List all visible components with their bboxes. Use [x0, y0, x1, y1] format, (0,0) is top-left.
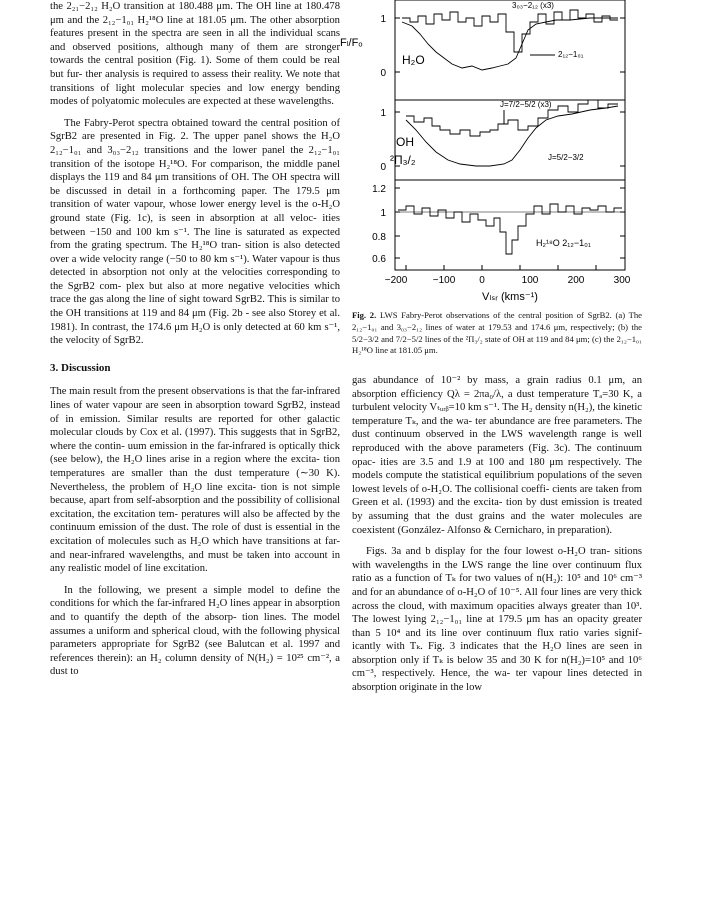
left-p4-line: the conditions for which the far-infrared H₂O lines appear: [50, 584, 340, 610]
left-p2-line: detected at 60 km s⁻¹, the velocity of SgrB2.: [50, 321, 340, 347]
left-p3-line: reported for other galactic molecular clouds by Cox et: [50, 413, 340, 439]
left-p1-line: ther analysis is required to assess their reality. We note: [85, 68, 325, 80]
left-p2-line: shows the H₂O 2₁₂−1₀₁ and 3₀₃−2₁₂ transitions and the: [50, 131, 340, 156]
right-p1-line: absorption efficiency Qλ = 2πa₀/λ, a dust temperature: [352, 388, 593, 400]
x-tick-300: 300: [613, 275, 631, 286]
x-tick-minus-100: −100: [432, 275, 456, 286]
x-tick-200: 200: [567, 275, 585, 286]
right-p1-line: models compute the statistical equilibrium populations of: [352, 470, 602, 482]
left-p3-line: below), the H₂O lines arise in a region where the excita-: [70, 454, 324, 466]
left-p3-line: the possibility of collisional excitation, the excitation tem-: [50, 495, 340, 520]
left-p1-line: position (Fig. 1). Some of them could be real but fur-: [50, 55, 340, 80]
right-p1-line: with the above parameters (Fig. 3c). The continuum opac-: [352, 442, 643, 468]
left-p1-line: bending modes of polyatomic molecules are expected at: [50, 82, 340, 108]
panel-c-tick-0-6: 0.6: [372, 254, 386, 265]
panel-a-curve: [402, 18, 618, 70]
right-p1-line: ter abundance are free parameters. The dust continuum: [352, 415, 642, 441]
left-p2-line: sition is also detected over a wide velocity range (−50 to: [50, 240, 341, 265]
panel-b-tick-0: 0: [380, 162, 386, 173]
right-p1-line: grains and the water molecules are coexistent (González-: [352, 510, 642, 536]
right-p2-line: of 10⁻⁵. All four lines are very thick across the cloud, with: [352, 586, 642, 612]
right-p1-line: density n(H₂), the kinetic temperature Tₖ, and the wa-: [352, 402, 642, 427]
left-p2-line: ities between −150 and 100 km s⁻¹. The line is saturated: [50, 212, 340, 238]
left-p3-line: toward SgrB2, instead of in emission. Similar results are: [50, 400, 341, 425]
left-p2-line: 80 km s⁻¹). Water vapour is thus detected in absorption: [50, 253, 340, 279]
left-p2-line: of water vapour, whose lower energy level is the o-H₂O: [93, 199, 340, 211]
left-p2-line: transitions of OH. The OH spectra will be discussed in: [50, 172, 340, 197]
panel-c-tick-1-2: 1.2: [372, 184, 386, 195]
panel-a-label-2: 2₁₂−1₀₁: [558, 50, 584, 59]
left-p3-line: far-infrared lines of water vapour are seen in absorption: [50, 386, 340, 412]
left-p4-line: an H₂ column density of N(H₂) = 10²⁵ cm⁻², a dust to: [50, 652, 340, 678]
left-p3-line: and near-infrared wavelengths, and must be taken into: [50, 549, 295, 561]
left-p2-line: The Fabry-Perot spectra obtained toward the central: [64, 117, 294, 129]
x-tick-0: 0: [479, 275, 485, 286]
left-p1-line: seen in all the individual scans and observed positions,: [50, 28, 340, 53]
right-p1-line: ities are 3.5 and 1.9 at 100 and 180 μm respectively. The: [380, 456, 642, 468]
left-p1-line: The other absorption features present in the spectra are: [50, 14, 340, 40]
left-paragraph-2: [50, 117, 340, 348]
left-p3-line: uum emission in the far-infrared is optically thick (see: [50, 440, 340, 466]
section-heading: 3. Discussion: [50, 361, 111, 374]
right-p2-line: icantly with Tₖ. Fig. 3 indicates that the H₂O lines are: [352, 641, 610, 653]
left-p2-line: position of SgrB2 are presented in Fig. 2. The upper panel: [50, 117, 341, 143]
left-paragraph-3: [50, 385, 340, 575]
caption-text: LWS Fabry-Perot observations of the central position of SgrB2. (a) The 2₁₂−1₀₁ and 3₀₃−2₁₂ lines of water at 179.53 and 174.6 μm, respectively; (b) the 5/2−3/2 and 7/2−5/2 lines of the ²Π₃/₂ state of OH at 119 and 84 μm; (c) the 2₁₂−1₀₁ H₂¹⁸O line at 181.05 μm.: [352, 310, 642, 356]
left-p4-line: cloud, with the following physical parameters appropriate: [50, 625, 340, 651]
right-p2-line: ter vapour lines detected in absorption originate in the low: [352, 668, 642, 694]
left-p1-line: these wavelengths.: [253, 96, 334, 108]
right-p2-line: continuum flux ratio as a function of Tₖ for two values of: [352, 559, 643, 585]
right-p1-line: cients are taken from Green et al. (1993) and the excita-: [352, 483, 642, 509]
left-p3-line: peratures will also be affected by the continuum emission: [50, 508, 340, 534]
x-tick-minus-200: −200: [384, 275, 408, 286]
panel-b-label-1: J=7/2−5/2 (x3): [500, 100, 552, 109]
left-p3-line: al. (1997). This suggests that in SgrB2, where the contin-: [50, 427, 340, 452]
left-p2-line: lower panel the 2₁₂−1₀₁ transition of the isotope H₂¹⁸O. For: [50, 144, 341, 170]
panel-b-species-2: ²Π₃/₂: [390, 153, 416, 167]
left-p2-line: ground state (Fig. 1c), is seen in absorption at all veloc-: [50, 212, 323, 224]
y-axis-label: Fₗ/Fₒ: [340, 37, 363, 49]
right-p1-line: the seven lowest levels of o-H₂O. The collisional coeffi-: [352, 470, 642, 495]
left-p1-line: 180.478 μm and the 2₁₂−1₀₁ H₂¹⁸O line at 181.05 μm.: [50, 1, 340, 26]
left-p1-line: although many of them are stronger towards the central: [50, 41, 340, 67]
panel-c-tick-1: 1: [380, 208, 386, 219]
left-p4-line: for SgrB2 (see Balutcan et al. 1997 and references therein):: [50, 639, 340, 664]
left-p3-line: of molecules such as H₂O which have transitions at far-: [95, 535, 340, 547]
panel-a-label-1: 3₀₃−2₁₂ (x3): [512, 1, 554, 10]
panel-a-species: H₂O: [402, 53, 425, 67]
panel-b-curve: [406, 106, 618, 166]
right-p1-line: gas abundance of 10⁻² by mass, a grain radius 0.1 μm, an: [352, 375, 642, 386]
left-paragraph-1: [50, 0, 340, 109]
right-p2-line: sitions with wavelengths in the LWS range the line over: [352, 546, 642, 571]
panel-a-tick-1: 1: [380, 14, 386, 25]
right-p2-line: lying 2₁₂−1₀₁ line at 179.5 μm has an opacity greater than: [352, 614, 642, 639]
figure-caption: [352, 310, 642, 357]
right-p1-line: Tₐ=30 K, a turbulent velocity Vₜᵤᵣᵦ=10 km s⁻¹. The H₂: [352, 388, 642, 414]
right-p2-line: n(H₂)=10⁵ and 10⁶ cm⁻³, respectively. Hence, the wa-: [352, 654, 642, 680]
right-p2-line: n(H₂): 10⁵ and 10⁶ cm⁻³ and for an abundance of o-H₂O: [352, 573, 642, 598]
left-p4-line: in absorption and to quantify the depth of the absorp-: [50, 598, 340, 623]
left-p2-line: not only at the velocities corresponding to the SgrB2 com-: [50, 267, 340, 292]
right-p2-line: 5 10⁴ and its line over continuum flux ratio varies signif-: [375, 627, 643, 639]
left-p4-line: tion lines. The model assumes a uniform and spherical: [50, 611, 341, 637]
left-paragraph-4: [50, 584, 340, 679]
left-p2-line: to the OH transitions at 119 and 84 μm (Fig. 2b - see also: [50, 294, 340, 320]
left-p1-line: that transitions of light molecular species and low energy: [50, 68, 340, 94]
left-p3-line: account in any realistic model of line excitation.: [50, 549, 340, 575]
left-p2-line: Storey et al. 1981). In contrast, the 174.6 μm H₂O is only: [50, 308, 340, 333]
caption-label: Fig. 2.: [352, 310, 377, 320]
right-p1-line: observed in the LWS wavelength range is well reproduced: [352, 429, 642, 454]
figure-2: [340, 0, 640, 310]
right-column: [352, 374, 642, 695]
left-p3-line: (∼30 K). Nevertheless, the problem of H₂O line excita-: [50, 468, 340, 493]
right-p2-line: Figs. 3a and b display for the four lowest o-H₂O tran-: [366, 546, 615, 558]
left-p2-line: gas along the line of sight toward SgrB2. This is similar: [89, 294, 332, 306]
right-p1-line: Alfonso & Cernicharo, in preparation).: [446, 524, 613, 536]
panel-b-species-1: OH: [396, 135, 414, 149]
left-p3-line: The main result from the present observations is that the: [50, 386, 292, 398]
panel-b-label-2: J=5/2−3/2: [548, 153, 584, 162]
x-axis-label: Vₗₛᵣ (kms⁻¹): [482, 291, 538, 303]
panel-c-species: H₂¹⁸O 2₁₂−1₀₁: [536, 238, 591, 248]
left-p2-line: comparison, the middle panel displays the 119 and 84 μm: [50, 158, 340, 184]
x-tick-100: 100: [521, 275, 539, 286]
left-column: [50, 0, 340, 679]
panel-a-tick-0: 0: [380, 68, 386, 79]
right-paragraph-1: [352, 374, 642, 537]
left-p3-line: tion is not simple because, apart from self-absorption and: [50, 481, 340, 507]
panel-a-histogram: [402, 10, 618, 52]
left-p3-line: tion temperatures are smaller than the dust temperature: [50, 454, 340, 479]
right-p2-line: maximum opacities always greater than 10³. The lowest: [352, 600, 642, 626]
left-p4-line: In the following, we present a simple model to define: [64, 584, 328, 596]
left-p2-line: detail in a forthcoming paper. The 179.5 μm transition: [50, 185, 340, 211]
panel-c-tick-0-8: 0.8: [372, 232, 386, 243]
left-p2-line: as expected from the grating spectrum. The H₂¹⁸O tran-: [50, 226, 340, 252]
left-p2-line: plex but also at more negative velocities which trace the: [50, 280, 340, 306]
panel-b-tick-1: 1: [380, 108, 386, 119]
right-paragraph-2: [352, 545, 642, 695]
right-p2-line: seen in absorption only if Tₖ is below 35 and 30 K for: [352, 641, 642, 666]
right-p1-line: tion by dust emission is treated by assuming that the dust: [352, 497, 643, 522]
left-p3-line: of the dust. The role of dust is essential in the excitation: [50, 522, 340, 547]
left-p1-line: the 2₂₁−2₁₂ H₂O transition at 180.488 μm. The OH line at: [50, 1, 306, 12]
